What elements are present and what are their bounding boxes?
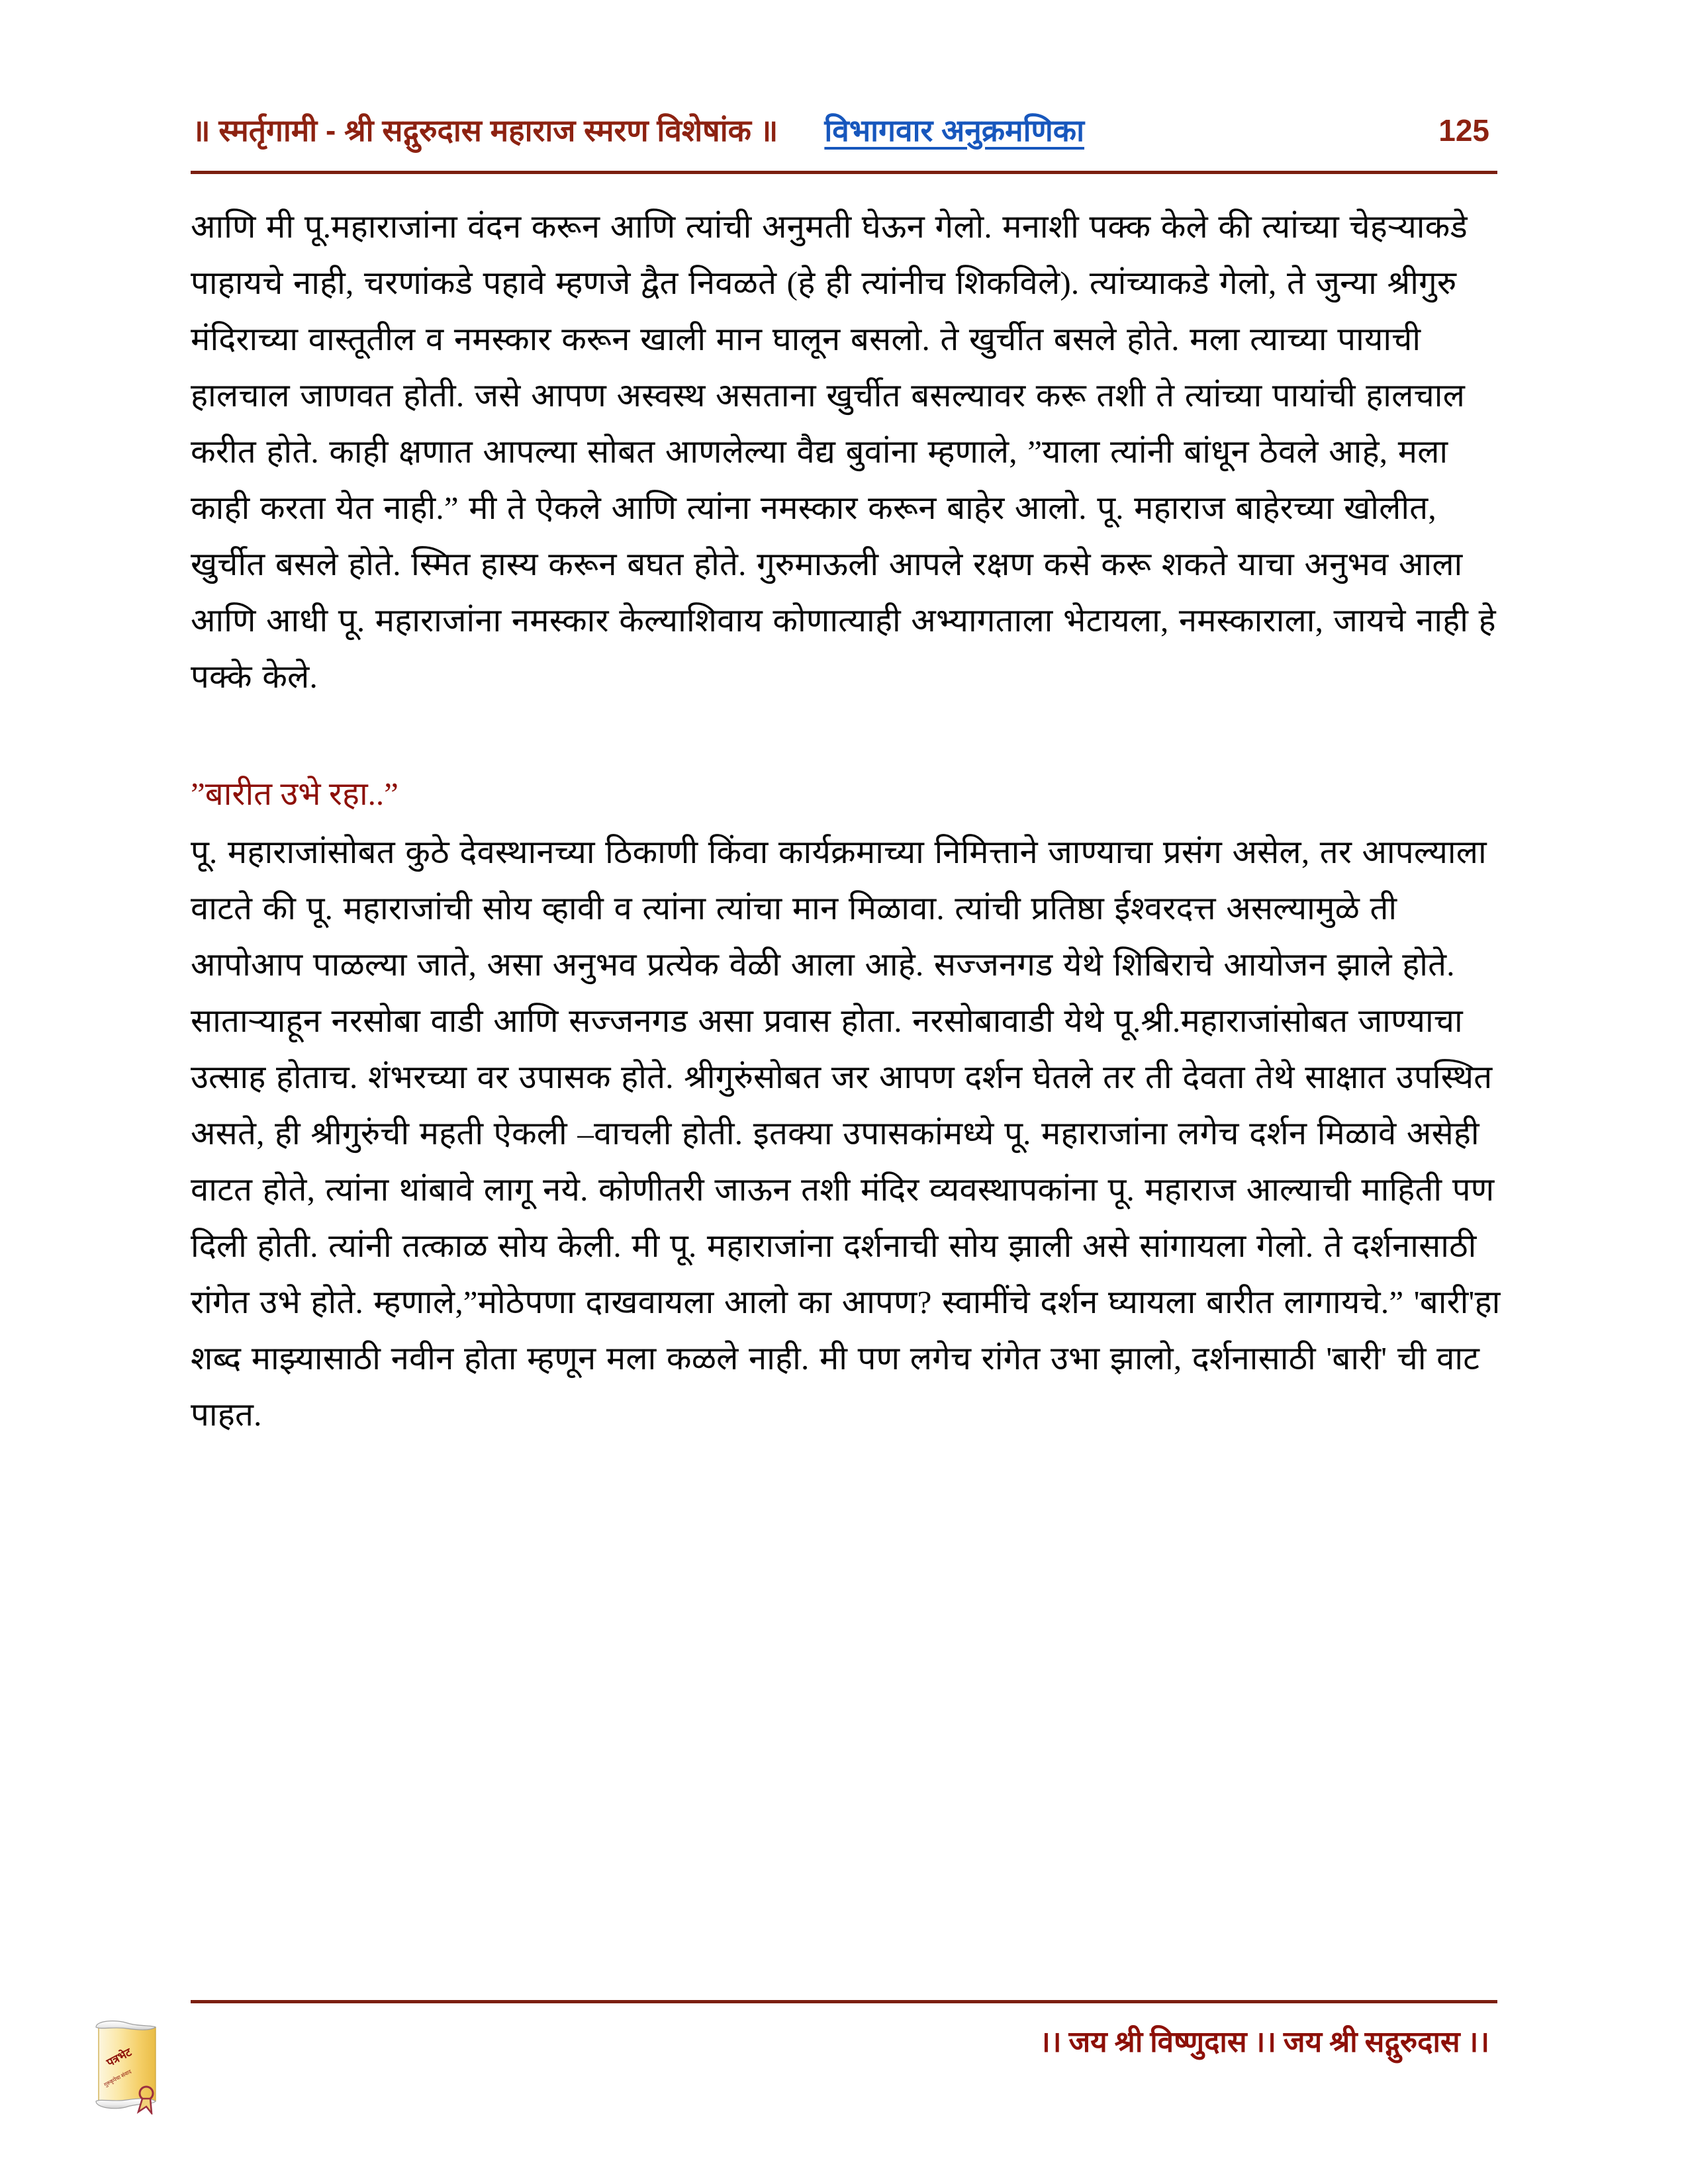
body-paragraph-1: आणि मी पू.महाराजांना वंदन करून आणि त्यांची अनुमती घेऊन गेलो. मनाशी पक्क केले की त्यांच्या चेहऱ्याकडे पाहायचे नाही, चरणांकडे पहावे म्हणजे द्वैत निवळते (हे ही त्यांनीच शिकविले). त्यांच्याकडे गेलो, ते जुन्या श्रीगुरु मंदिराच्या वास्तूतील व नमस्कार करून खाली मान घालून बसलो. ते खुर्चीत बसले होते. मला त्याच्या पायाची हालचाल जाणवत होती. जसे आपण अस्वस्थ असताना खुर्चीत बसल्यावर करू तशी ते त्यांच्या पायांची हालचाल करीत होते. काही क्षणात आपल्या सोबत आणलेल्या वैद्य बुवांना म्हणाले, ”याला त्यांनी बांधून ठेवले आहे, मला काही करता येत नाही.” मी ते ऐकले आणि त्यांना नमस्कार करून बाहेर आलो. पू. महाराज बाहेरच्या खोलीत, खुर्चीत बसले होते. स्मित हास्य करून बघत होते. गुरुमाऊली आपले रक्षण कसे करू शकते याचा अनुभव आला आणि आधी पू. महाराजांना नमस्कार केल्याशिवाय कोणात्याही अभ्यागताला भेटायला, नमस्काराला, जायचे नाही हे पक्के केले. xyxy=(191,208,1496,695)
page-content xyxy=(191,199,1501,1443)
paragraph-spacer xyxy=(191,705,1501,768)
page-number: 125 xyxy=(1438,113,1489,148)
svg-text:गुरुकृपेचा संवाद: गुरुकृपेचा संवाद xyxy=(103,2068,132,2088)
page-header-title: ॥ स्मर्तृगामी - श्री सद्गुरुदास महाराज स्मरण विशेषांक ॥ xyxy=(192,113,778,148)
section-heading: ”बारीत उभे रहा..” xyxy=(191,776,399,812)
page-header xyxy=(192,93,1496,146)
body-paragraph-2: पू. महाराजांसोबत कुठे देवस्थानच्या ठिकाणी किंवा कार्यक्रमाच्या निमित्ताने जाण्याचा प्रसंग असेल, तर आपल्याला वाटते की पू. महाराजांची सोय व्हावी व त्यांना त्यांचा मान मिळावा. त्यांची प्रतिष्ठा ईश्वरदत्त असल्यामुळे ती आपोआप पाळल्या जाते, असा अनुभव प्रत्येक वेळी आला आहे. सज्जनगड येथे शिबिराचे आयोजन झाले होते. साताऱ्याहून नरसोबा वाडी आणि सज्जनगड असा प्रवास होता. नरसोबावाडी येथे पू.श्री.महाराजांसोबत जाण्याचा उत्साह होताच. शंभरच्या वर उपासक होते. श्रीगुरुंसोबत जर आपण दर्शन घेतले तर ती देवता तेथे साक्षात उपस्थित असते, ही श्रीगुरुंची महती ऐकली –वाचली होती. इतक्या उपासकांमध्ये पू. महाराजांना लगेच दर्शन मिळावे असेही वाटत होते, त्यांना थांबावे लागू नये. कोणीतरी जाऊन तशी मंदिर व्यवस्थापकांना पू. महाराज आल्याची माहिती पण दिली होती. त्यांनी तत्काळ सोय केली. मी पू. महाराजांना दर्शनाची सोय झाली असे सांगायला गेलो. ते दर्शनासाठी रांगेत उभे होते. म्हणाले,”मोठेपणा दाखवायला आलो का आपण? स्वामींचे दर्शन घ्यायला बारीत लागायचे.” 'बारी'हा शब्द माझ्यासाठी नवीन होता म्हणून मला कळले नाही. मी पण लगेच रांगेत उभा झालो, दर्शनासाठी 'बारी' ची वाट पाहत. xyxy=(191,834,1501,1433)
patrabhet-scroll-logo xyxy=(89,2015,179,2115)
svg-text:पत्रभेट: पत्रभेट xyxy=(104,2046,134,2070)
footer-invocation: ।। जय श्री विष्णुदास ।। जय श्री सद्गुरुदास ।। xyxy=(1039,2026,1489,2058)
header-divider-rule xyxy=(191,171,1497,174)
index-link[interactable]: विभागवार अनुक्रमणिका xyxy=(824,113,1085,148)
footer-divider-rule xyxy=(191,2000,1497,2003)
